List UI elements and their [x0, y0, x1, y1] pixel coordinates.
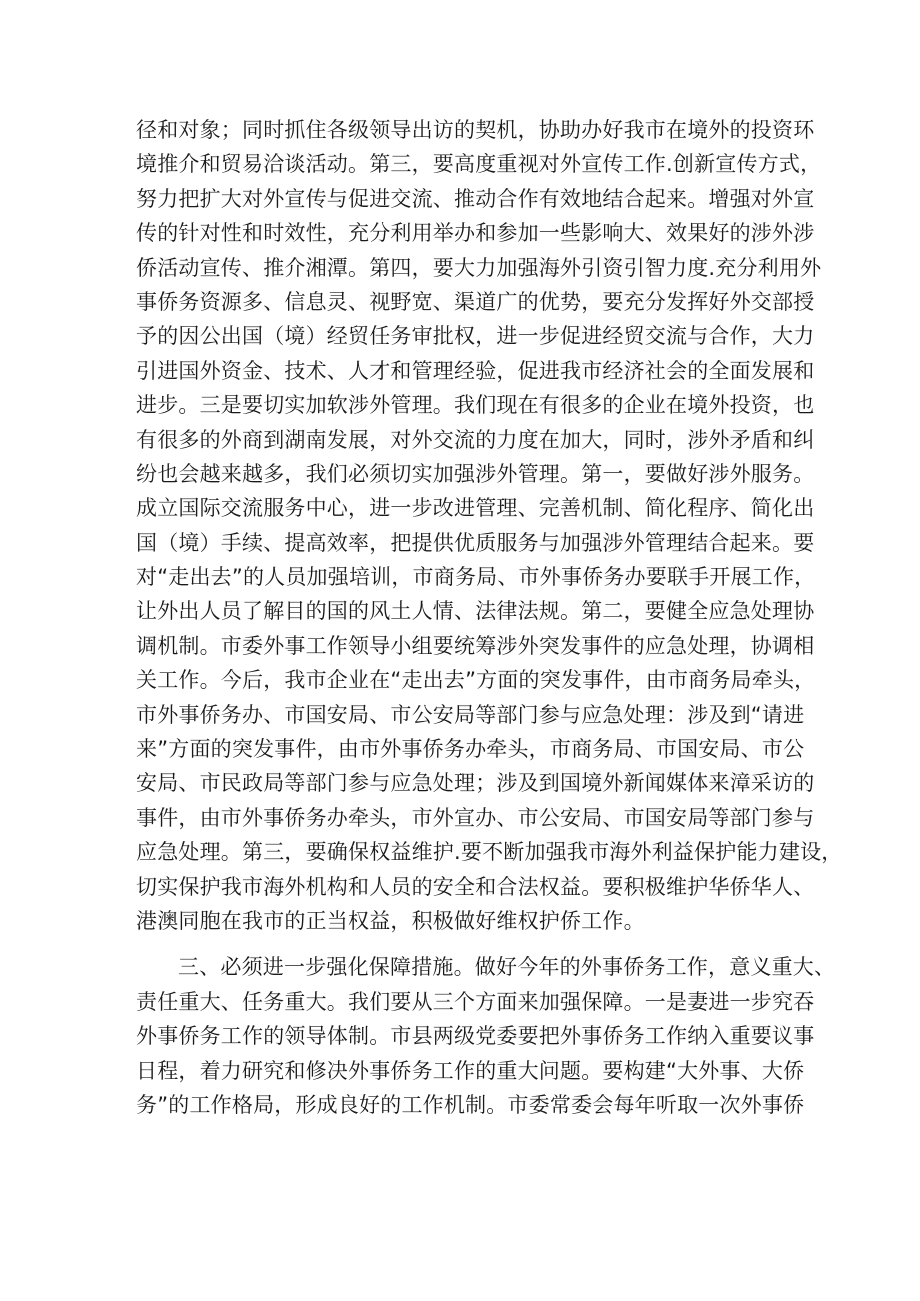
- paragraph-2: [136, 950, 836, 1122]
- text-line: 责任重大、任务重大。我们要从三个方面来加强保障。一是妻进一步究吞: [136, 989, 815, 1014]
- text-line: 安局、市民政局等部门参与应急处理；涉及到国境外新闻媒体来漳采访的: [136, 771, 815, 796]
- text-line: 让外出人员了解目的国的风土人情、法律法规。第二，要健全应急处理协: [136, 599, 815, 624]
- text-line: 有很多的外商到湖南发展，对外交流的力度在加大，同时，涉外矛盾和纠: [136, 427, 815, 452]
- text-line: 来”方面的突发事件，由市外事侨务办牵头，市商务局、市国安局、市公: [136, 737, 805, 762]
- text-line: 对“走出去”的人员加强培训，市商务局、市外事侨务办要联手开展工作，: [136, 565, 816, 590]
- text-line: 三、必须进一步强化保障措施。做好今年的外事侨务工作，意义重大、: [178, 955, 836, 980]
- text-line: 国（境）手续、提高效率，把提供优质服务与加强涉外管理结合起来。要: [136, 530, 815, 555]
- text-line: 切实保护我市海外机构和人员的安全和合法权益。要积极维护华侨华人、: [136, 874, 815, 899]
- body-text: [136, 113, 843, 1122]
- text-line: 纷也会越来越多，我们必须切实加强涉外管理。第一，要做好涉外服务。: [136, 461, 815, 486]
- text-line: 侨活动宣传、推介湘潭。第四，要大力加强海外引资引智力度.充分利用外: [136, 255, 822, 280]
- text-line: 事件，由市外事侨务办牵头，市外宣办、市公安局、市国安局等部门参与: [136, 805, 815, 830]
- text-line: 市外事侨务办、市国安局、市公安局等部门参与应急处理：涉及到“请进: [136, 702, 805, 727]
- text-line: 予的因公出国（境）经贸任务审批权，进一步促进经贸交流与合作，大力: [136, 324, 815, 349]
- text-line: 调机制。市委外事工作领导小组要统筹涉外突发事件的应急处理，协调相: [136, 633, 815, 658]
- text-line: 传的针对性和时效性，充分利用举办和参加一些影响大、效果好的涉外涉: [136, 221, 815, 246]
- text-line: 径和对象；同时抓住各级领导出访的契机，协助办好我市在境外的投资环: [136, 118, 815, 142]
- text-line: 外事侨务工作的领导体制。市县两级党委要把外事侨务工作纳入重要议事: [136, 1024, 815, 1049]
- text-line: 事侨务资源多、信息灵、视野宽、渠道广的优势，要充分发挥好外交部授: [136, 289, 815, 314]
- paragraph-gap: [136, 938, 796, 950]
- text-line: 努力把扩大对外宣传与促进交流、推动合作有效地结合起来。增强对外宣: [136, 186, 815, 211]
- text-line: 关工作。今后，我市企业在“走出去”方面的突发事件，由市商务局牵头，: [136, 668, 816, 693]
- text-line: 应急处理。第三，要确保权益维护.要不断加强我市海外利益保护能力建设，: [136, 840, 843, 865]
- text-line: 成立国际交流服务中心，进一步改进管理、完善机制、简化程序、简化出: [136, 496, 815, 521]
- paragraph-1: [136, 113, 843, 938]
- text-line: 境推介和贸易洽谈活动。第三，要高度重视对外宣传工作.创新宣传方式，: [136, 152, 822, 177]
- text-line: 引进国外资金、技术、人才和管理经验，促进我市经济社会的全面发展和: [136, 358, 815, 383]
- text-line: 务”的工作格局，形成良好的工作机制。市委常委会每年听取一次外事侨: [136, 1092, 805, 1117]
- text-line: 日程，着力研究和修决外事侨务工作的重大问题。要构建“大外事、大侨: [136, 1058, 805, 1083]
- text-line: 进步。三是要切实加软涉外管理。我们现在有很多的企业在境外投资，也: [136, 393, 815, 418]
- text-line: 港澳同胞在我市的正当权益，积极做好维权护侨工作。: [136, 908, 645, 933]
